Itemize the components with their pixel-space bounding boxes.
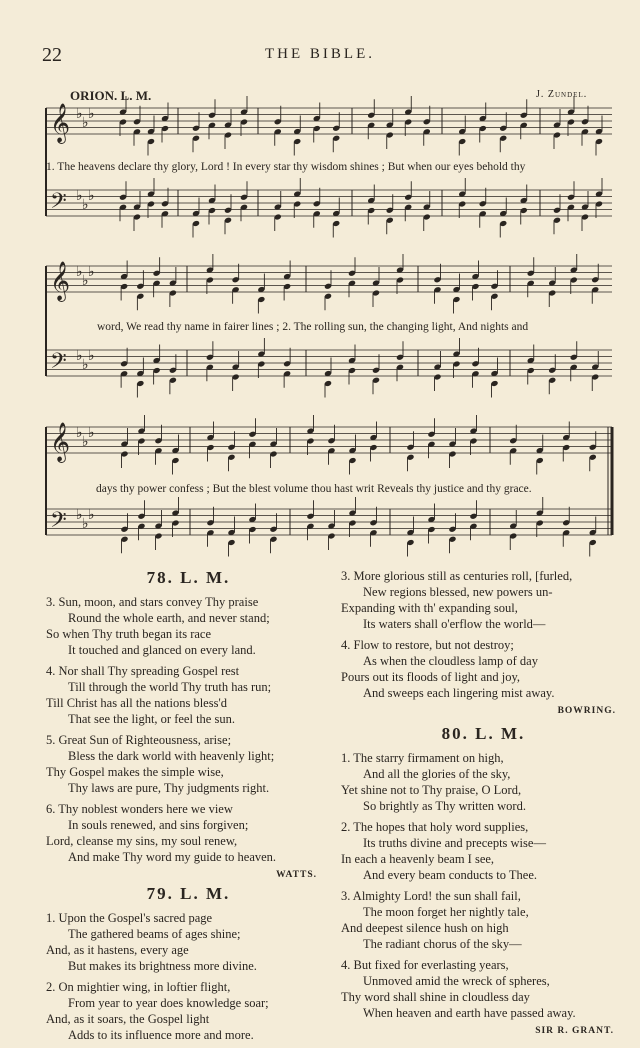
- clef-icon: 𝄞: [50, 103, 71, 143]
- verse-line: And all the glories of the sky,: [363, 767, 511, 781]
- verse: [341, 888, 626, 952]
- hymn-title: 80. L. M.: [441, 724, 526, 743]
- clef-icon: 𝄞: [50, 422, 71, 462]
- verse-line: The gathered beams of ages shine;: [68, 927, 241, 941]
- flat-icon: ♭: [76, 107, 83, 122]
- flat-icon: ♭: [88, 189, 95, 204]
- verse-line: So brightly as Thy written word.: [363, 799, 526, 813]
- verse-line: When heaven and earth have passed away.: [363, 1006, 576, 1020]
- verse-line: It touched and glanced on every land.: [68, 643, 256, 657]
- verse-line: 4. But fixed for everlasting years,: [341, 958, 509, 972]
- flat-icon: ♭: [76, 265, 83, 280]
- flat-icon: ♭: [88, 107, 95, 122]
- verse-line: Its waters shall o'erflow the world—: [363, 617, 546, 631]
- flat-icon: ♭: [82, 435, 89, 450]
- verse-line: In each a heavenly beam I see,: [341, 852, 495, 866]
- verse-line: 1. Upon the Gospel's sacred page: [46, 911, 213, 925]
- hymn-title: 79. L. M.: [146, 884, 231, 903]
- clef-icon: 𝄢: [50, 349, 67, 379]
- verse-line: And make Thy word my guide to heaven.: [68, 850, 277, 864]
- page-number: 22: [42, 44, 62, 66]
- flat-icon: ♭: [82, 198, 89, 213]
- verse-line: Round the whole earth, and never stand;: [68, 611, 270, 625]
- clef-icon: 𝄢: [50, 508, 67, 538]
- tune-name: ORION. L. M.: [70, 88, 152, 103]
- verse: [46, 732, 331, 796]
- verse-line: Bless the dark world with heavenly light;: [68, 749, 275, 763]
- hymn-author: SIR R. GRANT.: [535, 1026, 614, 1036]
- verse-line: In souls renewed, and sins forgiven;: [68, 818, 249, 832]
- music-lyric-line: word, We read thy name in fairer lines ; 2. The rolling sun, the changing light, And nights and: [97, 321, 529, 333]
- verse-line: New regions blessed, new powers un-: [363, 585, 553, 599]
- flat-icon: ♭: [76, 349, 83, 364]
- left-column: [46, 568, 331, 1048]
- clef-icon: 𝄞: [50, 261, 71, 301]
- verse-line: 6. Thy noblest wonders here we view: [46, 802, 233, 816]
- verse: [341, 957, 626, 1021]
- verse-line: 4. Flow to restore, but not destroy;: [341, 638, 514, 652]
- verse-line: Adds to its influence more and more.: [68, 1028, 254, 1042]
- verse-line: 2. The hopes that holy word supplies,: [341, 820, 529, 834]
- verse-line: Yet shine not to Thy praise, O Lord,: [341, 783, 522, 797]
- verse: [341, 819, 626, 883]
- music-lyric-line: 1. The heavens declare thy glory, Lord ! In every star thy wisdom shines ; But when our eyes behold thy: [46, 161, 526, 173]
- verse-line: 4. Nor shall Thy spreading Gospel rest: [46, 664, 240, 678]
- flat-icon: ♭: [82, 517, 89, 532]
- flat-icon: ♭: [82, 116, 89, 131]
- verse-line: Thy word shall shine in cloudless day: [341, 990, 530, 1004]
- hymn-title: 78. L. M.: [146, 568, 231, 587]
- verse-line: So when Thy truth began its race: [46, 627, 212, 641]
- flat-icon: ♭: [76, 426, 83, 441]
- verse-line: And, as it hastens, every age: [46, 943, 189, 957]
- clef-icon: 𝄢: [50, 189, 67, 219]
- page-title: THE BIBLE.: [265, 46, 375, 62]
- tune-composer: J. Zundel.: [536, 89, 588, 100]
- verse-line: 2. On mightier wing, in loftier flight,: [46, 980, 231, 994]
- verse-line: And sweeps each lingering mist away.: [363, 686, 555, 700]
- flat-icon: ♭: [76, 508, 83, 523]
- verse-line: Pours out its floods of light and joy,: [341, 670, 521, 684]
- hymn-author: WATTS.: [276, 870, 317, 880]
- flat-icon: ♭: [82, 274, 89, 289]
- verse-line: Thy laws are pure, Thy judgments right.: [68, 781, 270, 795]
- verse-line: 3. More glorious still as centuries roll, [furled,: [341, 569, 573, 583]
- hymn-author: BOWRING.: [557, 706, 616, 716]
- flat-icon: ♭: [88, 426, 95, 441]
- flat-icon: ♭: [82, 358, 89, 373]
- verse: [46, 594, 331, 658]
- verse-line: 5. Great Sun of Righteousness, arise;: [46, 733, 232, 747]
- verse-line: Till through the world Thy truth has run;: [68, 680, 272, 694]
- verse-line: And every beam conducts to Thee.: [363, 868, 538, 882]
- verse-line: Lord, cleanse my sins, my soul renew,: [46, 834, 238, 848]
- verse: [46, 979, 331, 1043]
- verse-line: And, as it soars, the Gospel light: [46, 1012, 210, 1026]
- verse-line: Till Christ has all the nations bless'd: [46, 696, 227, 710]
- verse-line: That see the light, or feel the sun.: [68, 712, 235, 726]
- verse-line: From year to year does knowledge soar;: [68, 996, 269, 1010]
- verse: [46, 910, 331, 974]
- verse: [341, 568, 626, 632]
- right-column: [341, 568, 626, 1036]
- verse-line: Unmoved amid the wreck of spheres,: [363, 974, 550, 988]
- flat-icon: ♭: [88, 349, 95, 364]
- music-lyric-line: days thy power confess ; But the blest volume thou hast writ Reveals thy justice and thy grace.: [96, 483, 532, 495]
- verse: [46, 663, 331, 727]
- verse-line: As when the cloudless lamp of day: [363, 654, 538, 668]
- verse-line: But makes its brightness more divine.: [68, 959, 257, 973]
- verse-line: The radiant chorus of the sky—: [363, 937, 522, 951]
- verse-line: The moon forget her nightly tale,: [363, 905, 529, 919]
- verse-line: Its truths divine and precepts wise—: [363, 836, 546, 850]
- verse-line: Expanding with th' expanding soul,: [341, 601, 518, 615]
- verse: [46, 801, 331, 865]
- flat-icon: ♭: [88, 508, 95, 523]
- verse-line: 3. Sun, moon, and stars convey Thy praise: [46, 595, 259, 609]
- flat-icon: ♭: [88, 265, 95, 280]
- flat-icon: ♭: [76, 189, 83, 204]
- verse-line: 3. Almighty Lord! the sun shall fail,: [341, 889, 521, 903]
- verse-line: Thy Gospel makes the simple wise,: [46, 765, 224, 779]
- verse-line: And deepest silence hush on high: [341, 921, 509, 935]
- verse-line: 1. The starry firmament on high,: [341, 751, 504, 765]
- verse: [341, 637, 626, 701]
- verse: [341, 750, 626, 814]
